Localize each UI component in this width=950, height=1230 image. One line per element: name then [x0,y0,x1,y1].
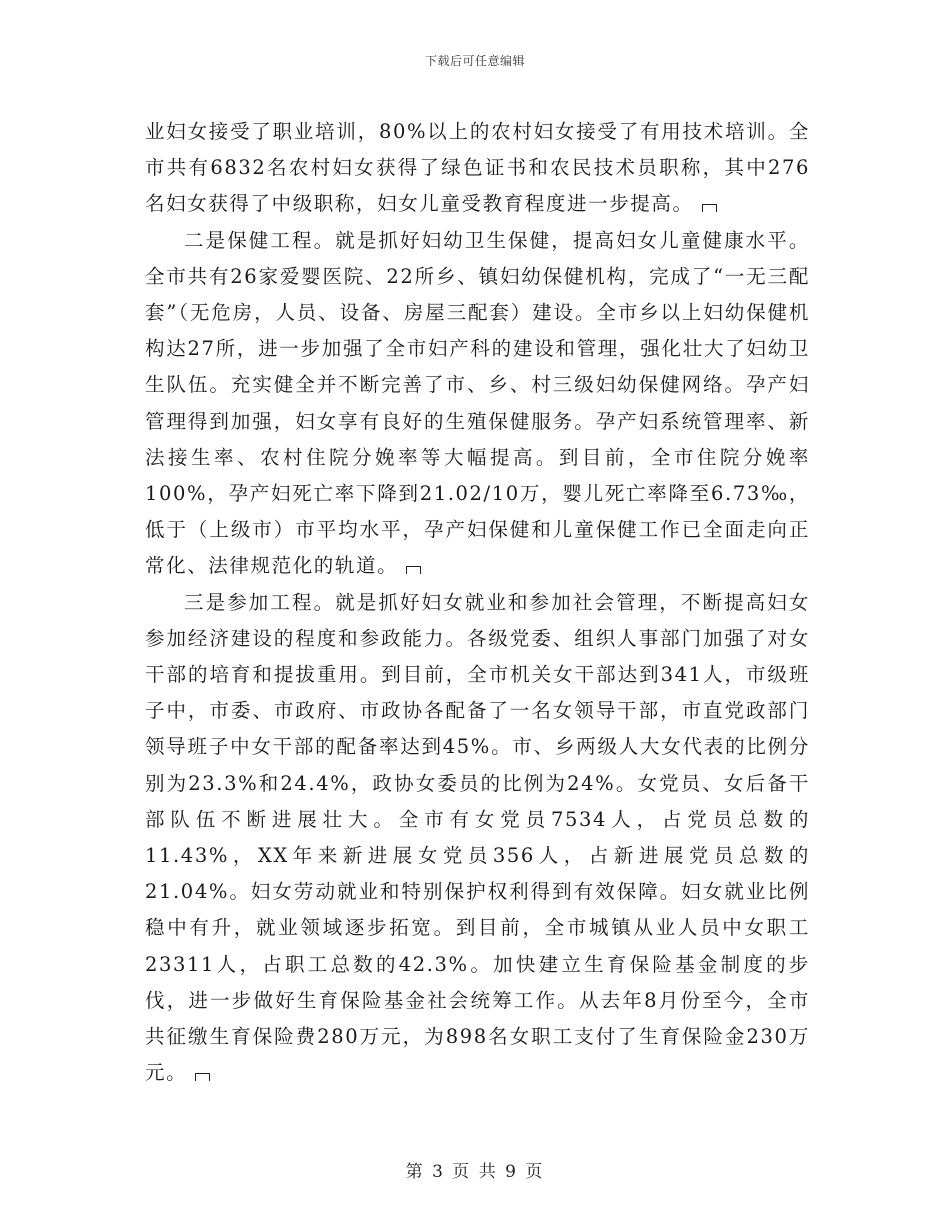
paragraph-mark-icon [702,204,717,212]
document-body [145,114,810,1091]
paragraph-2 [145,223,810,585]
page-footer: 第 3 页 共 9 页 [405,1162,545,1182]
paragraph-2-text: 二是保健工程。就是抓好妇幼卫生保健，提高妇女儿童健康水平。全市共有26家爱婴医院、22所乡、镇妇幼保健机构，完成了“一无三配套”（无危房，人员、设备、房屋三配套）建设。全市乡以上妇幼保健机构达27所，进一步加强了全市妇产科的建设和管理，强化壮大了妇幼卫生队伍。充实健全并不断完善了市、乡、村三级妇幼保健网络。孕产妇管理得到加强，妇女享有良好的生殖保健服务。孕产妇系统管理率、新法接生率、农村住院分娩率等大幅提高。到目前，全市住院分娩率100%，孕产妇死亡率下降到21.02/10万，婴儿死亡率降至6.73‰，低于（上级市）市平均水平，孕产妇保健和儿童保健工作已全面走向正常化、法律规范化的轨道。 [145,228,810,578]
paragraph-mark-icon [195,1073,210,1081]
paragraph-mark-icon [406,566,421,574]
paragraph-1 [145,114,810,223]
paragraph-3 [145,585,810,1092]
paragraph-1-text: 业妇女接受了职业培训，80%以上的农村妇女接受了有用技术培训。全市共有6832名农村妇女获得了绿色证书和农民技术员职称，其中276名妇女获得了中级职称，妇女儿童受教育程度进一步提高。 [145,120,810,216]
page-header: 下载后可任意编辑 [424,54,525,68]
paragraph-3-text: 三是参加工程。就是抓好妇女就业和参加社会管理，不断提高妇女参加经济建设的程度和参政能力。各级党委、组织人事部门加强了对女干部的培育和提拔重用。到目前，全市机关女干部达到341人，市级班子中，市委、市政府、市政协各配备了一名女领导干部，市直党政部门领导班子中女干部的配备率达到45%。市、乡两级人大女代表的比例分别为23.3%和24.4%，政协女委员的比例为24%。女党员、女后备干部队伍不断进展壮大。全市有女党员7534人，占党员总数的11.43%，XX年来新进展女党员356人，占新进展党员总数的21.04%。妇女劳动就业和特别保护权利得到有效保障。妇女就业比例稳中有升，就业领域逐步拓宽。到目前，全市城镇从业人员中女职工23311人，占职工总数的42.3%。加快建立生育保险基金制度的步伐，进一步做好生育保险基金社会统筹工作。从去年8月份至今，全市共征缴生育保险费280万元，为898名女职工支付了生育保险金230万元。 [145,590,810,1085]
